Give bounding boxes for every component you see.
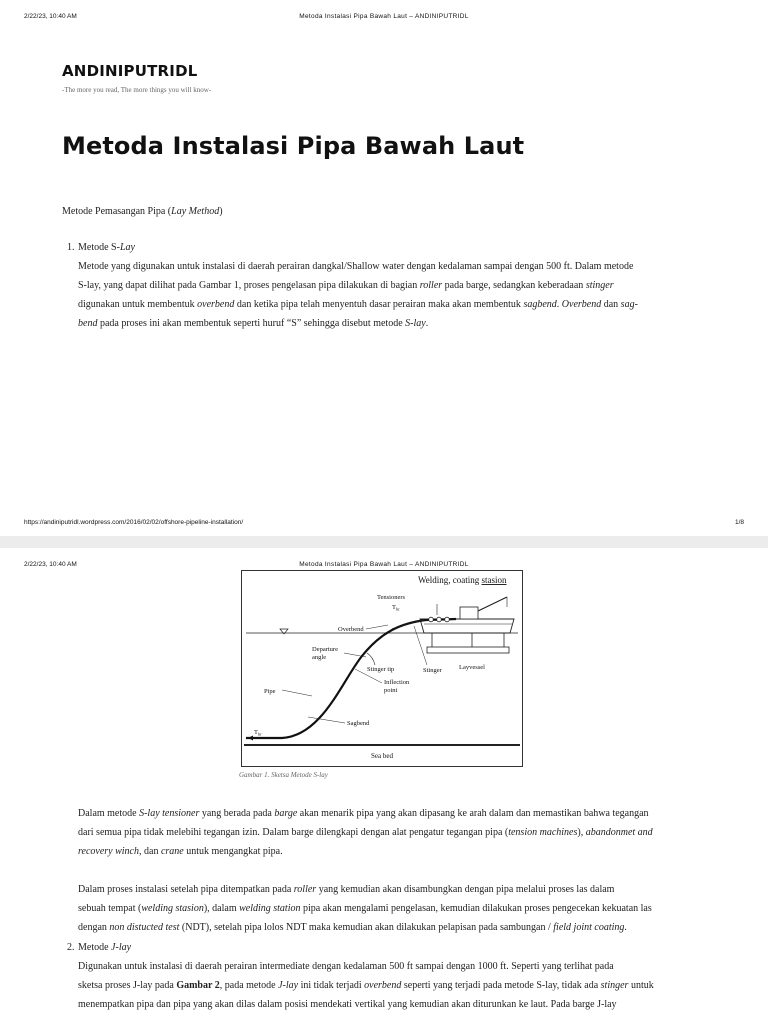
figure-s-lay-sketch <box>241 570 523 767</box>
label-sagbend: Sagbend <box>347 720 370 727</box>
text-run: Overbend <box>561 299 602 310</box>
list-heading <box>78 238 712 257</box>
label-pipe: Pipe <box>264 688 276 695</box>
label-th-sub: hr <box>395 606 400 612</box>
text-run: field joint coating <box>553 922 625 933</box>
text-run: pada barge, sedangkan keberadaan <box>442 280 586 291</box>
page-url[interactable]: https://andiniputridl.wordpress.com/2016/02/02/offshore-pipeline-installation/ <box>24 519 244 526</box>
text-run: untuk <box>628 980 654 991</box>
text-run: seperti yang terjadi pada metode S-lay, tidak ada <box>401 980 601 991</box>
print-timestamp: 2/22/23, 10:40 AM <box>24 561 77 568</box>
print-doc-title: Metoda Instalasi Pipa Bawah Laut – ANDINIPUTRIDL <box>299 13 469 20</box>
text-line <box>78 314 712 333</box>
text-run: , pada metode <box>219 980 279 991</box>
list-number: 1. <box>67 242 75 253</box>
text-run: dari semua pipa tidak melebihi tegangan izin. Dalam barge dilengkapi dengan alat pengatur tegangan pipa ( <box>78 827 509 838</box>
s-lay-diagram <box>242 571 522 766</box>
list-number: 2. <box>67 942 75 953</box>
label-angle: angle <box>312 654 327 661</box>
label-th: T <box>392 604 396 611</box>
heading-text: Metode <box>78 942 112 953</box>
site-tagline: -The more you read, The more things you will know- <box>62 86 212 94</box>
deckhouse <box>460 607 478 619</box>
label-stinger: Stinger <box>423 667 442 674</box>
label-tensioners: Tensioners <box>377 594 406 601</box>
text-run: yang kemudian akan disambungkan dengan pipa melalui proses las dalam <box>316 884 615 895</box>
heading-term: J-lay <box>111 942 132 953</box>
label-overbend: Overbend <box>338 626 364 633</box>
print-timestamp: 2/22/23, 10:40 AM <box>24 13 77 20</box>
text-run: S-lay, yang dapat dilihat pada Gambar 1, proses pengelasan pipa dilakukan di bagian <box>78 280 420 291</box>
label-stinger-tip: Stinger tip <box>367 666 395 673</box>
text-run: sebuah tempat ( <box>78 903 142 914</box>
label-tb-sub: hr <box>257 731 262 737</box>
text-run: sag- <box>620 299 638 310</box>
label-inflection: Inflection <box>384 679 410 686</box>
label-departure: Departure <box>312 646 338 653</box>
crane-boom <box>478 597 507 611</box>
text-run: Dalam proses instalasi setelah pipa ditempatkan pada <box>78 884 294 895</box>
text-run: ), dalam <box>203 903 240 914</box>
text-run: dengan <box>78 922 110 933</box>
label-welding: Welding, coating <box>418 575 482 585</box>
text-run: ini tidak terjadi <box>298 980 365 991</box>
text-run: tension machines <box>508 827 578 838</box>
page-number: 1/8 <box>734 519 744 526</box>
text-run: sagbend <box>523 299 557 310</box>
text-run: S-lay tensioner <box>139 808 200 819</box>
text-run: sketsa proses J-lay pada <box>78 980 177 991</box>
text-run: pada proses ini akan membentuk seperti huruf “S” sehingga disebut metode <box>97 318 406 329</box>
text-run: menempatkan pipa dan pipa yang akan dilas dalam posisi mendekati vertikal yang kemudian akan diturunkan ke laut. Pada barge J-lay <box>78 999 617 1010</box>
text-run: welding stasion <box>141 903 204 914</box>
svg-text:Thr <box>254 729 262 737</box>
text-run: ), <box>577 827 586 838</box>
text-run: . <box>624 922 627 933</box>
label-layvessel: Layvessel <box>459 664 485 671</box>
arrow-icon <box>248 736 253 741</box>
label-point: point <box>384 687 398 694</box>
text-run: recovery winch <box>78 846 139 857</box>
svg-text:Welding, coating stasion <box>418 575 507 585</box>
text-run: . <box>556 299 562 310</box>
layvessel-hull <box>420 619 514 633</box>
text-run: crane <box>160 846 184 857</box>
text-line <box>78 918 710 937</box>
print-header <box>24 13 744 25</box>
text-run: Digunakan untuk instalasi di daerah perairan intermediate dengan kedalaman 500 ft sampai dengan 1000 ft. Seperti yang terlihat pada <box>78 961 614 972</box>
intro-text: Metode Pemasangan Pipa ( <box>62 206 172 217</box>
list-item-content <box>78 238 712 333</box>
intro-text-end: ) <box>219 206 223 217</box>
text-run: J-lay <box>278 980 299 991</box>
text-run: untuk mengangkat pipa. <box>183 846 283 857</box>
heading-term: Lay <box>119 242 135 253</box>
text-run: Gambar 2 <box>176 980 220 991</box>
text-run: roller <box>419 280 443 291</box>
text-line <box>78 276 712 295</box>
text-run: akan menarik pipa yang akan dipasang ke arah dalam dan memastikan bahwa tegangan <box>297 808 649 819</box>
text-run: S-lay <box>405 318 426 329</box>
text-line <box>78 899 710 918</box>
intro-line <box>62 202 223 221</box>
text-run: Metode yang digunakan untuk instalasi di daerah perairan dangkal/Shallow water dengan kedalaman sampai dengan 500 ft. Dalam metode <box>78 261 634 272</box>
text-run: (NDT), setelah pipa lolos NDT maka kemudian akan dilakukan pelapisan pada sambungan / <box>179 922 554 933</box>
text-run: welding station <box>239 903 301 914</box>
text-run: dan ketika pipa telah menyentuh dasar perairan maka akan membentuk <box>234 299 524 310</box>
text-run: digunakan untuk membentuk <box>78 299 198 310</box>
text-run: non distucted test <box>109 922 180 933</box>
text-run: yang berada pada <box>199 808 275 819</box>
text-run: abandonmet and <box>585 827 653 838</box>
text-line <box>78 823 710 842</box>
text-line <box>78 976 712 995</box>
seabed-line <box>244 744 520 746</box>
text-line <box>78 957 712 976</box>
label-tb: T <box>254 729 258 736</box>
label-seabed: Sea bed <box>371 752 393 760</box>
text-run: roller <box>293 884 317 895</box>
text-run: overbend <box>197 299 235 310</box>
site-title[interactable]: ANDINIPUTRIDL <box>62 62 198 80</box>
figure-caption: Gambar 1. Sketsa Metode S-lay <box>239 771 328 779</box>
text-run: , dan <box>139 846 161 857</box>
print-footer <box>24 519 744 526</box>
text-line <box>78 295 712 314</box>
text-line <box>78 880 710 899</box>
text-run: dan <box>601 299 621 310</box>
text-run: bend <box>78 318 98 329</box>
text-run: Dalam metode <box>78 808 140 819</box>
text-line <box>78 804 710 823</box>
list-heading <box>78 938 712 957</box>
text-run: . <box>425 318 429 329</box>
intro-term: Lay Method <box>171 206 220 217</box>
text-run: stinger <box>585 280 614 291</box>
paragraph-tensioner <box>78 804 710 861</box>
pontoon <box>427 647 509 653</box>
label-welding-stasion: stasion <box>481 575 507 585</box>
post-title: Metoda Instalasi Pipa Bawah Laut <box>62 132 525 160</box>
text-run: stinger <box>600 980 629 991</box>
text-run: barge <box>274 808 298 819</box>
text-line <box>78 257 712 276</box>
list-item-content <box>78 938 712 1014</box>
print-doc-title: Metoda Instalasi Pipa Bawah Laut – ANDINIPUTRIDL <box>299 561 469 568</box>
text-run: pipa akan mengalami pengelasan, kemudian dilakukan proses pengecekan kekuatan las <box>300 903 652 914</box>
svg-text:Thr <box>392 604 400 612</box>
heading-text: Metode S- <box>78 242 120 253</box>
text-run: overbend <box>364 980 402 991</box>
text-line <box>78 842 710 861</box>
text-line <box>78 995 712 1014</box>
paragraph-welding <box>78 880 710 937</box>
